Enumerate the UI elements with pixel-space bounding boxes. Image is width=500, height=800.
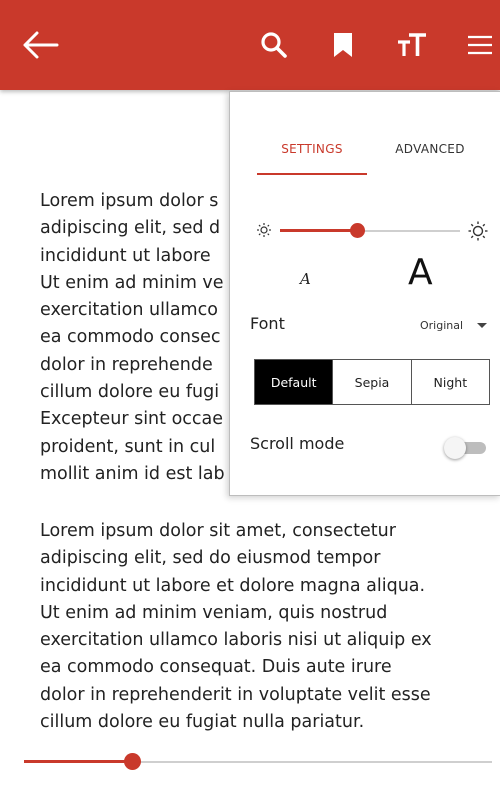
bookmark-button[interactable] [323, 25, 363, 65]
progress-thumb[interactable] [124, 753, 141, 770]
progress-fill [24, 760, 132, 763]
search-icon [260, 31, 288, 59]
brightness-low-icon [254, 220, 274, 240]
bookmark-icon [333, 32, 353, 58]
scroll-mode-label: Scroll mode [250, 434, 345, 453]
hamburger-menu-icon [467, 35, 493, 55]
paragraph-1: Lorem ipsum dolor s adipiscing elit, sed d incididunt ut labore Ut enim ad minim ve exercitation ullamco ea commodo consec dolor in reprehende cillum dolore eu fugi Excepteur sint occae proident, sunt in cul mollit anim id est lab [40, 191, 225, 484]
brightness-high-icon [467, 220, 489, 242]
search-button[interactable] [254, 25, 294, 65]
font-select-value: Original [420, 319, 464, 332]
scroll-mode-toggle[interactable] [444, 437, 490, 459]
font-label: Font [250, 314, 285, 333]
chevron-down-icon [477, 323, 487, 328]
active-tab-indicator [257, 173, 367, 175]
toggle-knob [444, 437, 466, 459]
theme-selector [254, 359, 490, 405]
paragraph-2: Lorem ipsum dolor sit amet, consectetur adipiscing elit, sed do eiusmod tempor incididunt ut labore et dolore magna aliqua. Ut enim ad minim veniam, quis nostrud exercitation ullamco laboris nisi ut aliquip ex ea commodo consequat. Duis aute irure dolor in reprehenderit in voluptate velit esse cillum dolore eu fugiat nulla pariatur. [40, 521, 432, 733]
top-app-bar [0, 0, 500, 90]
menu-button[interactable] [460, 25, 500, 65]
theme-sepia-button[interactable]: Sepia [332, 360, 410, 404]
brightness-slider[interactable] [254, 220, 490, 240]
theme-default-button[interactable]: Default [255, 360, 332, 404]
tab-settings[interactable]: SETTINGS [281, 142, 343, 156]
theme-night-button[interactable]: Night [411, 360, 489, 404]
back-button[interactable] [20, 25, 60, 65]
text-size-button[interactable] [392, 25, 432, 65]
decrease-font-size-button[interactable]: A [300, 270, 311, 288]
brightness-thumb[interactable] [350, 223, 365, 238]
reader-settings-panel [229, 91, 500, 496]
font-select[interactable] [420, 319, 487, 332]
arrow-left-icon [21, 30, 59, 60]
text-size-icon [397, 33, 427, 57]
tab-advanced[interactable]: ADVANCED [395, 142, 465, 156]
increase-font-size-button[interactable]: A [408, 252, 433, 293]
brightness-fill [280, 229, 357, 232]
reading-progress-slider[interactable] [24, 755, 492, 769]
